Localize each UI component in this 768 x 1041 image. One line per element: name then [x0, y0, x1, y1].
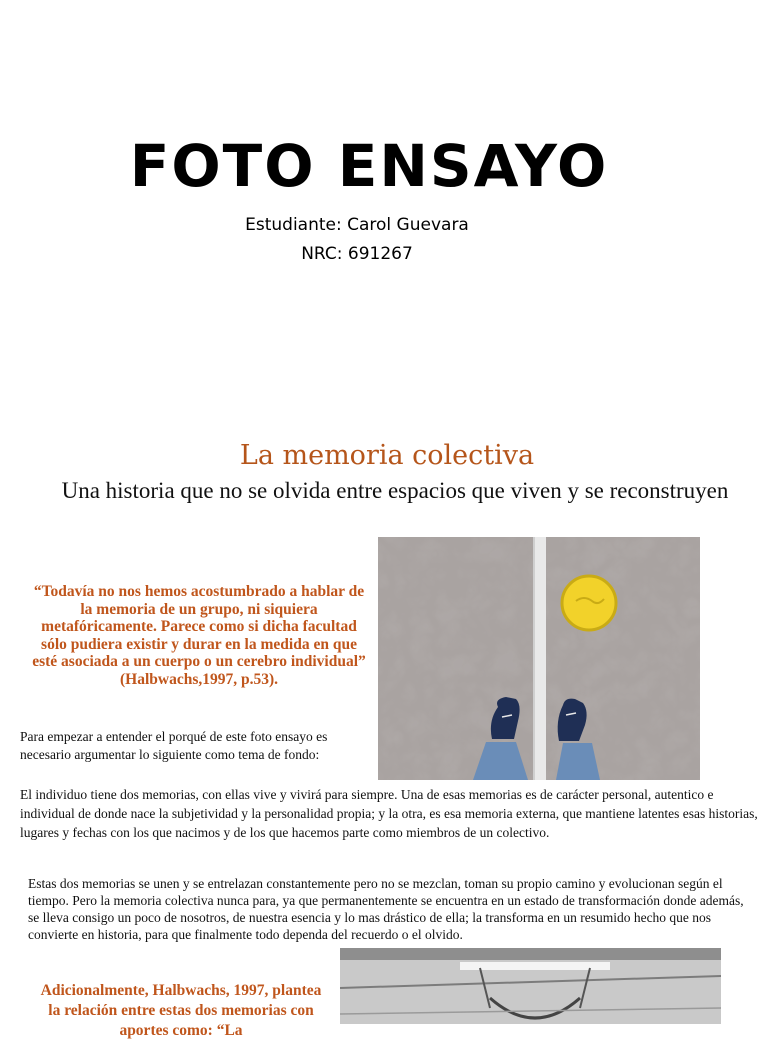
basketball-hoop-photo [340, 948, 721, 1024]
halbwachs-quote: “Todavía no nos hemos acostumbrado a hablar de la memoria de un grupo, ni siquiera metafóricamente. Parece como si dicha facultad sólo pudiera existir y durar en la medida en que esté asociada a un cuerpo o un cerebro individual” (Halbwachs,1997, p.53). [32, 583, 366, 688]
floor-feet-photo [378, 537, 700, 780]
section-heading: La memoria colectiva [239, 440, 535, 471]
page-title: FOTO ENSAYO [129, 132, 609, 200]
paragraph-2: Estas dos memorias se unen y se entrelazan constantemente pero no se mezclan, toman su propio camino y evolucionan según el tiempo. Pero la memoria colectiva nunca para, ya que permanentemente se encuentra en un estado de transformación donde además, se lleva consigo un poco de nosotros, de nuestra esencia y lo mas drástico de ella; la transforma en un resumido hecho que nos convierte en historia, para que finalmente todo dependa del recuerdo o el olvido. [28, 876, 744, 942]
closing-highlight: Adicionalmente, Halbwachs, 1997, plantea la relación entre estas dos memorias con aportes como: “La [40, 982, 322, 1039]
section-subtitle: Una historia que no se olvida entre espacios que viven y se reconstruyen [61, 478, 729, 503]
student-name: Estudiante: Carol Guevara [245, 215, 469, 235]
intro-text: Para empezar a entender el porqué de este foto ensayo es necesario argumentar lo siguiente como tema de fondo: [20, 729, 328, 762]
nrc-code: NRC: 691267 [301, 244, 413, 264]
paragraph-1: El individuo tiene dos memorias, con ellas vive y vivirá para siempre. Una de esas memorias es de carácter personal, autentico e individual de donde nace la subjetividad y la personalidad propia; y la otra, es esa memoria externa, que mantiene latentes esas historias, lugares y fechas con los que nacimos y de los que hacemos parte como miembros de un colectivo. [20, 787, 758, 840]
